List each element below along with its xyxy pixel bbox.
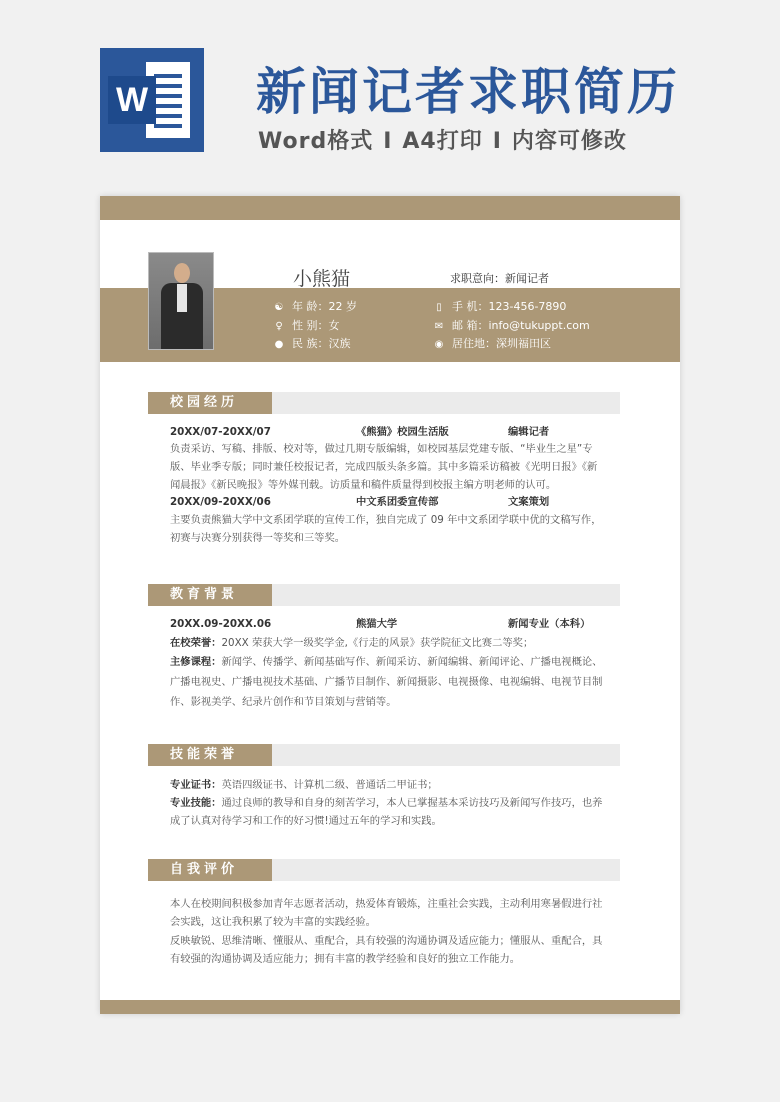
skills-certificates bbox=[170, 779, 438, 792]
selfeval-line: 本人在校期间积极参加青年志愿者活动，热爱体育锻炼，注重社会实践，主动利用寒暑假进行社 bbox=[170, 898, 603, 910]
candidate-name: 小熊猫 bbox=[293, 268, 351, 290]
entry-org: 《熊猫》校园生活版 bbox=[356, 426, 449, 438]
campus-entry-1 bbox=[170, 426, 550, 439]
section-campus-header bbox=[148, 392, 620, 414]
gender-icon: ♀ bbox=[275, 321, 283, 332]
page-title: 新闻记者求职简历 bbox=[256, 63, 680, 121]
info-ethnicity: ● 民 族：汉族 bbox=[272, 335, 351, 351]
entry-school: 熊猫大学 bbox=[356, 618, 398, 630]
section-skills-header bbox=[148, 744, 620, 766]
entry-date: 20XX/09-20XX/06 bbox=[170, 496, 271, 508]
campus-entry-2 bbox=[170, 496, 550, 509]
top-accent-bar bbox=[100, 196, 680, 220]
skills-professional bbox=[170, 797, 602, 810]
page-subtitle bbox=[258, 124, 627, 155]
location-icon: ◉ bbox=[434, 339, 444, 350]
education-entry bbox=[170, 618, 591, 631]
subtitle-separator: I bbox=[492, 129, 502, 154]
honor-text: 20XX 荣获大学一级奖学金,《行走的风景》获学院征文比赛二等奖； bbox=[221, 637, 534, 649]
info-residence: ◉ 居住地：深圳福田区 bbox=[432, 335, 551, 351]
campus-desc-line: 初赛与决赛分别获得一等奖和三等奖。 bbox=[170, 532, 346, 544]
section-campus-title: 校园经历 bbox=[148, 392, 272, 414]
subtitle-editable: 内容可修改 bbox=[511, 129, 627, 154]
education-honor bbox=[170, 637, 533, 650]
education-courses-cont: 作、影视美学、纪录片创作和节目策划与营销等。 bbox=[170, 696, 397, 708]
cake-icon: ☯ bbox=[274, 302, 284, 313]
info-phone: ▯ 手 机：123-456-7890 bbox=[432, 298, 566, 314]
selfeval-line: 会实践，这让我积累了较为丰富的实践经验。 bbox=[170, 916, 376, 928]
subtitle-format: Word格式 bbox=[258, 129, 374, 154]
entry-role: 编辑记者 bbox=[508, 426, 550, 438]
section-education-header bbox=[148, 584, 620, 606]
cert-text: 英语四级证书、计算机二级、普通话二甲证书； bbox=[221, 779, 438, 791]
section-selfeval-header bbox=[148, 859, 620, 881]
info-email: ✉ 邮 箱：info@tukuppt.com bbox=[432, 317, 590, 333]
campus-desc-line: 主要负责熊猫大学中文系团学联的宣传工作，独自完成了 09 年中文系团学联中优的文稿写作， bbox=[170, 514, 602, 526]
selfeval-line: 反映敏锐、思维清晰、懂服从、重配合，具有较强的沟通协调及适应能力；懂服从、重配合，具 bbox=[170, 935, 603, 947]
entry-org: 中文系团委宣传部 bbox=[356, 496, 439, 508]
campus-desc-line: 版、毕业季专版；同时兼任校报记者，完成四版头条多篇。其中多篇采访稿被《光明日报》《新 bbox=[170, 461, 598, 473]
subtitle-print: A4打印 bbox=[402, 129, 483, 154]
bottom-accent-bar bbox=[100, 1000, 680, 1014]
skills-professional-cont: 成了认真对待学习和工作的好习惯!通过五年的学习和实践。 bbox=[170, 815, 442, 827]
course-text: 新闻学、传播学、新闻基础写作、新闻采访、新闻编辑、新闻评论、广播电视概论、 bbox=[221, 656, 603, 668]
section-education-title: 教育背景 bbox=[148, 584, 272, 606]
entry-date: 20XX.09-20XX.06 bbox=[170, 618, 272, 630]
section-selfeval-title: 自我评价 bbox=[148, 859, 272, 881]
phone-icon: ▯ bbox=[436, 302, 442, 313]
job-intent: 求职意向：新闻记者 bbox=[450, 272, 549, 285]
skill-text: 通过良师的教导和自身的刻苦学习，本人已掌握基本采访技巧及新闻写作技巧，也养 bbox=[221, 797, 603, 809]
person-icon: ● bbox=[274, 339, 284, 350]
profile-photo bbox=[148, 252, 214, 350]
entry-date: 20XX/07-20XX/07 bbox=[170, 426, 271, 438]
selfeval-line: 有较强的沟通协调及适应能力；拥有丰富的教学经验和良好的独立工作能力。 bbox=[170, 953, 521, 965]
skill-label: 专业技能： bbox=[170, 797, 222, 809]
campus-desc-line: 负责采访、写稿、排版、校对等，做过几期专版编辑，如校园基层党建专版、“毕业生之星”专 bbox=[170, 443, 593, 455]
mail-icon: ✉ bbox=[434, 321, 444, 332]
resume-page bbox=[100, 196, 680, 1014]
honor-label: 在校荣誉： bbox=[170, 637, 222, 649]
info-age: ☯ 年 龄：22 岁 bbox=[272, 298, 357, 314]
entry-role: 文案策划 bbox=[508, 496, 550, 508]
word-letter: W bbox=[108, 76, 156, 124]
entry-major: 新闻专业（本科） bbox=[508, 618, 591, 630]
subtitle-separator: I bbox=[383, 129, 393, 154]
education-courses bbox=[170, 656, 602, 669]
section-skills-title: 技能荣誉 bbox=[148, 744, 272, 766]
campus-desc-line: 闻晨报》《新民晚报》等外媒刊载。访质量和稿件质量得到校报主编方明老师的认可。 bbox=[170, 479, 557, 491]
info-gender: ♀ 性 别：女 bbox=[272, 317, 340, 333]
education-courses-cont: 广播电视史、广播电视技术基础、广播节目制作、新闻摄影、电视摄像、电视编辑、电视节目制 bbox=[170, 676, 603, 688]
cert-label: 专业证书： bbox=[170, 779, 222, 791]
word-logo-icon bbox=[100, 48, 204, 152]
course-label: 主修课程： bbox=[170, 656, 222, 668]
